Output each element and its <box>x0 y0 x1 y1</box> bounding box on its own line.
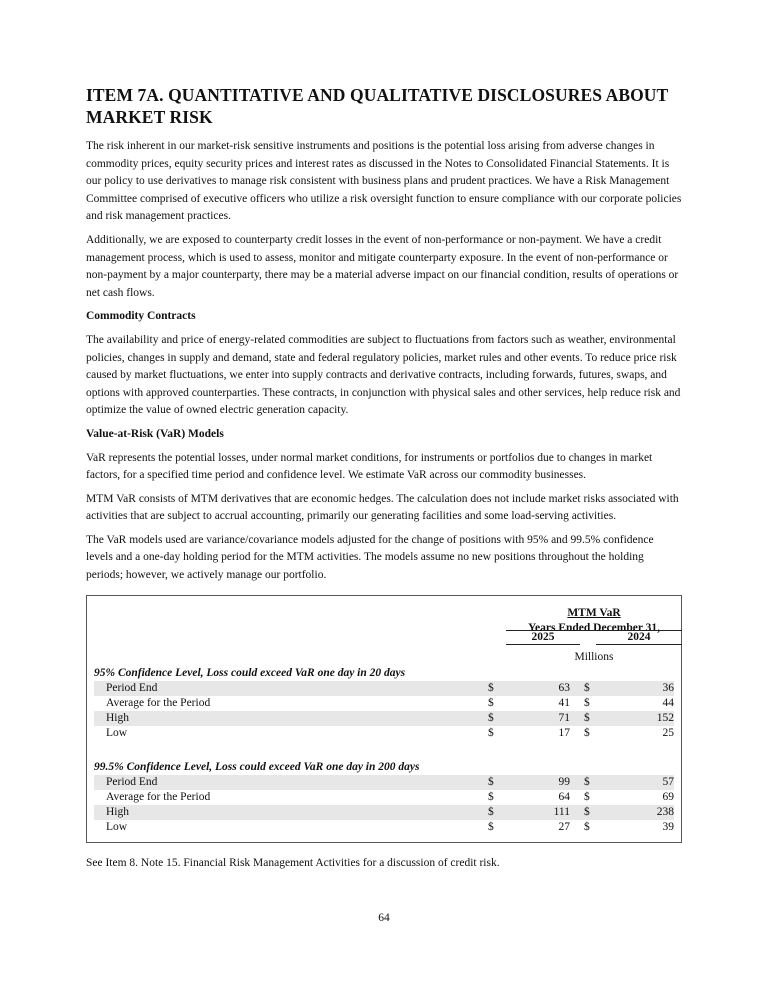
currency-symbol: $ <box>584 696 590 709</box>
var-paragraph-1: VaR represents the potential losses, under normal market conditions, for instruments or portfolios due to changes in market factors, for a specified time period and confidence level. We estimate VaR across our commodity businesses. <box>86 451 653 482</box>
row-label: Average for the Period <box>106 696 211 709</box>
value-2025: 64 <box>558 790 570 803</box>
table-row <box>94 790 674 805</box>
row-label: Period End <box>106 681 158 694</box>
section-95-title: 95% Confidence Level, Loss could exceed VaR one day in 20 days <box>94 666 406 679</box>
currency-symbol: $ <box>584 790 590 803</box>
table-row <box>94 726 674 741</box>
table-row <box>94 711 674 726</box>
value-2025: 27 <box>558 820 570 833</box>
row-label: High <box>106 711 129 724</box>
currency-symbol: $ <box>584 775 590 788</box>
table-row <box>94 696 674 711</box>
currency-symbol: $ <box>488 696 494 709</box>
value-2025: 99 <box>558 775 570 788</box>
intro-paragraph-1: The risk inherent in our market-risk sensitive instruments and positions is the potential loss arising from adverse changes in commodity prices, equity security prices and interest rates as discussed in the Notes to Consolidated Financial Statements. It is our policy to use derivatives to manage risk consistent with business plans and prudent practices. We have a Risk Management Committee comprised of executive officers who utilize a risk oversight function to ensure compliance with our corporate policies and risk management practices. <box>86 140 682 223</box>
currency-symbol: $ <box>584 820 590 833</box>
value-2024: 57 <box>662 775 674 788</box>
commodity-contracts-paragraph: The availability and price of energy-related commodities are subject to fluctuations from factors such as weather, environmental policies, changes in supply and demand, state and federal regulatory policies, market rules and other events. To reduce price risk caused by market fluctuations, we enter into supply contracts and derivative contracts, including forwards, futures, swaps, and options with approved counterparties. These contracts, in conjunction with physical sales and other services, help reduce risk and optimize the value of owned electric generation capacity. <box>86 333 681 417</box>
value-2024: 36 <box>662 681 674 694</box>
year-2024-header: 2024 <box>596 630 682 645</box>
commodity-contracts-heading: Commodity Contracts <box>86 310 196 323</box>
row-label: High <box>106 805 129 818</box>
value-2024: 69 <box>662 790 674 803</box>
value-2024: 25 <box>662 726 674 739</box>
year-header-row <box>506 630 682 643</box>
page-number: 64 <box>378 912 390 924</box>
row-label: Low <box>106 820 128 833</box>
row-label: Period End <box>106 775 158 788</box>
currency-symbol: $ <box>488 820 494 833</box>
mtm-var-table <box>86 595 682 843</box>
table-title: MTM VaR <box>567 606 621 619</box>
currency-symbol: $ <box>488 726 494 739</box>
currency-symbol: $ <box>488 681 494 694</box>
value-2024: 44 <box>662 696 674 709</box>
row-label: Average for the Period <box>106 790 211 803</box>
value-2025: 71 <box>558 711 570 724</box>
section-99-5-title: 99.5% Confidence Level, Loss could exceed VaR one day in 200 days <box>94 760 420 773</box>
currency-symbol: $ <box>488 790 494 803</box>
currency-symbol: $ <box>488 775 494 788</box>
value-2024: 39 <box>662 820 674 833</box>
value-2025: 17 <box>558 726 570 739</box>
currency-symbol: $ <box>488 805 494 818</box>
credit-risk-note: See Item 8. Note 15. Financial Risk Management Activities for a discussion of credit risk. <box>86 856 500 869</box>
currency-symbol: $ <box>584 805 590 818</box>
table-row <box>94 820 674 835</box>
table-header <box>94 606 674 666</box>
table-row <box>94 805 674 820</box>
value-2025: 111 <box>553 805 570 818</box>
currency-symbol: $ <box>584 726 590 739</box>
value-2025: 41 <box>558 696 570 709</box>
currency-symbol: $ <box>584 681 590 694</box>
units-label: Millions <box>574 650 614 663</box>
value-2024: 152 <box>656 711 674 724</box>
table-row <box>94 775 674 790</box>
page-title: ITEM 7A. QUANTITATIVE AND QUALITATIVE DISCLOSURES ABOUT MARKET RISK <box>86 85 668 127</box>
value-2025: 63 <box>558 681 570 694</box>
row-label: Low <box>106 726 128 739</box>
var-paragraph-2: MTM VaR consists of MTM derivatives that are economic hedges. The calculation does not include market risks associated with activities that are subject to accrual accounting, primarily our generating facilities and some load-serving activities. <box>86 492 679 523</box>
intro-paragraph-2: Additionally, we are exposed to counterparty credit losses in the event of non-performance or non-payment. We have a credit management process, which is used to assess, monitor and mitigate counterparty exposure. In the event of non-performance or non-payment by a major counterparty, there may be a material adverse impact on our financial condition, results of operations or net cash flows. <box>86 233 679 299</box>
table-row <box>94 681 674 696</box>
var-models-heading: Value-at-Risk (VaR) Models <box>86 427 224 440</box>
table-subtitle: Years Ended December 31, <box>527 621 661 634</box>
currency-symbol: $ <box>584 711 590 724</box>
currency-symbol: $ <box>488 711 494 724</box>
year-2025-header: 2025 <box>506 630 580 645</box>
var-paragraph-3: The VaR models used are variance/covariance models adjusted for the change of positions with 95% and 99.5% confidence levels and a one-day holding period for the MTM activities. The models assume no new positions throughout the holding periods; however, we actively manage our portfolio. <box>86 533 654 582</box>
value-2024: 238 <box>656 805 674 818</box>
